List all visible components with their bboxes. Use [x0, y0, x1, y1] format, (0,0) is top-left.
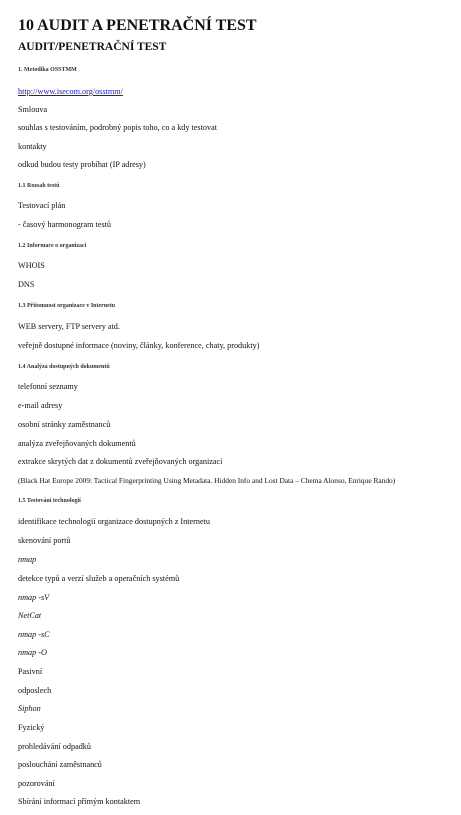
text-line: WEB servery, FTP servery atd. — [18, 322, 120, 331]
text-line: analýza zveřejňovaných dokumentů — [18, 439, 136, 448]
text-line: veřejně dostupné informace (noviny, články, konference, chaty, produkty) — [18, 341, 260, 350]
text-line: (Black Hat Europe 2009: Tactical Fingerprinting Using Metadata. Hidden Info and Lost Data – Chema Alonso, Enrique Rando) — [18, 476, 396, 485]
section-heading: 1.4 Analýza dostupných dokumentů — [18, 364, 110, 370]
text-line: nmap -sV — [18, 593, 50, 602]
section-heading: 1. Metodika OSSTMM — [18, 67, 77, 73]
text-line: pozorování — [18, 779, 55, 788]
text-line: Pasivní — [18, 667, 43, 676]
text-line: telefonní seznamy — [18, 382, 78, 391]
text-line: extrakce skrytých dat z dokumentů zveřejňovaných organizací — [18, 457, 223, 466]
section-heading: 1.3 Přítomnost organizace v Internetu — [18, 303, 116, 309]
text-line: Siphon — [18, 704, 41, 713]
text-line: Sbírání informací přímým kontaktem — [18, 797, 141, 806]
text-line: e-mail adresy — [18, 401, 63, 410]
text-line: nmap -sC — [18, 630, 50, 639]
text-line: osobní stránky zaměstnanců — [18, 420, 111, 429]
text-line: skenování portů — [18, 536, 71, 545]
text-line: nmap — [18, 555, 37, 564]
text-line: NetCat — [18, 611, 42, 620]
text-line: kontakty — [18, 142, 47, 151]
page-title: 10 AUDIT A PENETRAČNÍ TEST — [18, 17, 257, 34]
text-line: DNS — [18, 280, 35, 289]
section-heading: 1.2 Informace o organizaci — [18, 243, 87, 249]
text-line: odkud budou testy probíhat (IP adresy) — [18, 160, 146, 169]
osstmm-link[interactable]: http://www.isecom.org/osstmm/ — [18, 87, 123, 96]
text-line: prohledávání odpadků — [18, 742, 91, 751]
page-subtitle: AUDIT/PENETRAČNÍ TEST — [18, 41, 167, 53]
section-heading: 1.1 Rozsah testů — [18, 183, 60, 189]
text-line: WHOIS — [18, 261, 45, 270]
section-heading: 1.5 Testování technologií — [18, 498, 81, 504]
text-line: Smlouva — [18, 105, 48, 114]
text-line: nmap -O — [18, 648, 47, 657]
text-line: detekce typů a verzí služeb a operačních systémů — [18, 574, 180, 583]
text-line: identifikace technologií organizace dostupných z Internetu — [18, 517, 210, 526]
text-line: Testovací plán — [18, 201, 66, 210]
text-line: - časový harmonogram testů — [18, 220, 111, 229]
text-line: poslouchání zaměstnanců — [18, 760, 102, 769]
text-line: Fyzický — [18, 723, 45, 732]
text-line: odposlech — [18, 686, 52, 695]
text-line: souhlas s testováním, podrobný popis toho, co a kdy testovat — [18, 123, 217, 132]
